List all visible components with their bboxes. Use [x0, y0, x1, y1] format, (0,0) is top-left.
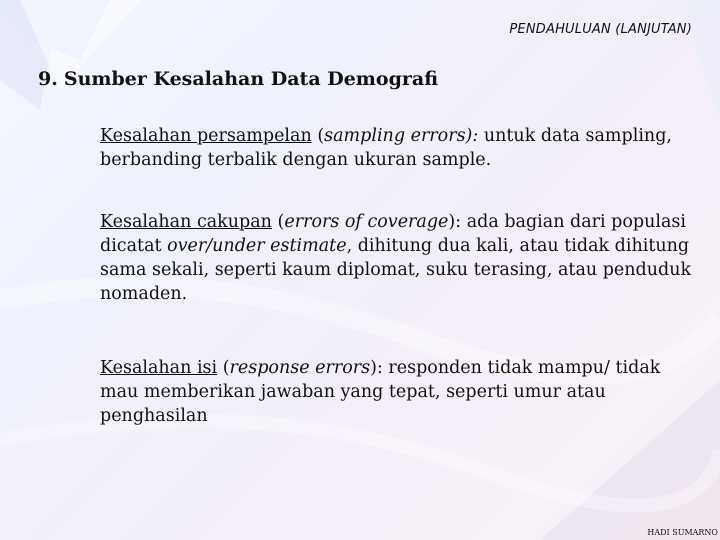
english-term: errors of coverage [284, 212, 449, 232]
section-heading [38, 68, 438, 90]
english-term: response errors [229, 358, 371, 378]
paragraph-sampling-errors [100, 124, 700, 172]
slide-header: PENDAHULUAN (LANJUTAN) [509, 22, 692, 37]
description: , dihitung dua kali, atau tidak dihitung sama sekali, seperti kaum diplomat, suku terasing, atau penduduk nomaden. [100, 236, 692, 304]
term: Kesalahan persampelan [100, 126, 312, 146]
section-number: 9. [38, 68, 58, 90]
paragraph-coverage-errors [100, 210, 700, 306]
term: Kesalahan isi [100, 358, 218, 378]
description-part: ): ada bagian dari populasi dicatat [100, 212, 687, 256]
english-term: sampling errors): [324, 126, 479, 146]
paragraph-response-errors [100, 356, 700, 428]
italic-phrase: over/under estimate [167, 236, 347, 256]
open-paren: ( [311, 126, 325, 146]
open-paren: ( [217, 358, 230, 378]
description: untuk data sampling, berbanding terbalik dengan ukuran sample. [100, 126, 672, 170]
description: ): responden tidak mampu/ tidak mau memberikan jawaban yang tepat, seperti umur atau penghasilan [100, 358, 661, 426]
term: Kesalahan cakupan [100, 212, 272, 232]
open-paren: ( [271, 212, 285, 232]
footer-author: HADI SUMARNO [647, 528, 718, 537]
section-title: Sumber Kesalahan Data Demografi [63, 68, 439, 90]
